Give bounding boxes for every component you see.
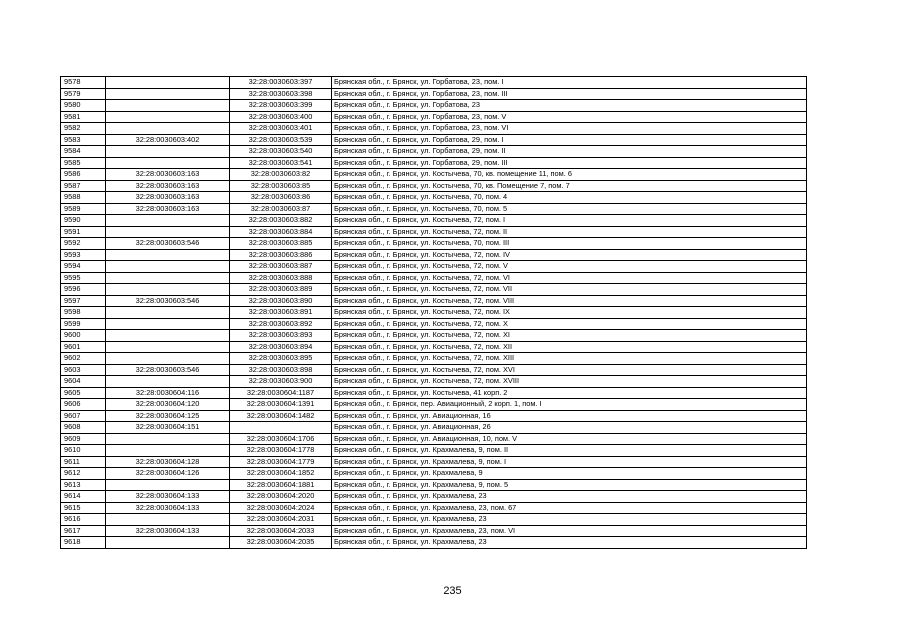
parent-cadastral-number-cell: 32:28:0030604:133 xyxy=(106,525,230,537)
table-row xyxy=(61,123,807,135)
address-cell: Брянская обл., г. Брянск, ул. Авиационная, 26 xyxy=(332,422,807,434)
page-number: 235 xyxy=(443,585,462,597)
row-number-cell: 9580 xyxy=(61,100,106,112)
parent-cadastral-number-cell: 32:28:0030603:546 xyxy=(106,295,230,307)
parent-cadastral-number-cell xyxy=(106,249,230,261)
parent-cadastral-number-cell xyxy=(106,353,230,365)
address-cell: Брянская обл., г. Брянск, ул. Крахмалева, 23, пом. 67 xyxy=(332,502,807,514)
row-number-cell: 9611 xyxy=(61,456,106,468)
address-cell: Брянская обл., г. Брянск, ул. Костычева, 72, пом. I xyxy=(332,215,807,227)
cadastral-number-cell: 32:28:0030603:86 xyxy=(230,192,332,204)
row-number-cell: 9590 xyxy=(61,215,106,227)
parent-cadastral-number-cell xyxy=(106,215,230,227)
row-number-cell: 9598 xyxy=(61,307,106,319)
row-number-cell: 9603 xyxy=(61,364,106,376)
table-row xyxy=(61,249,807,261)
address-cell: Брянская обл., г. Брянск, ул. Горбатова, 23, пом. VI xyxy=(332,123,807,135)
parent-cadastral-number-cell: 32:28:0030604:126 xyxy=(106,468,230,480)
table-row xyxy=(61,410,807,422)
cadastral-number-cell: 32:28:0030603:885 xyxy=(230,238,332,250)
parent-cadastral-number-cell xyxy=(106,376,230,388)
row-number-cell: 9594 xyxy=(61,261,106,273)
address-cell: Брянская обл., г. Брянск, ул. Костычева, 72, пом. X xyxy=(332,318,807,330)
table-row xyxy=(61,445,807,457)
cadastral-number-cell: 32:28:0030603:540 xyxy=(230,146,332,158)
address-cell: Брянская обл., г. Брянск, ул. Костычева, 70, кв. помещение 11, пом. 6 xyxy=(332,169,807,181)
cadastral-number-cell: 32:28:0030604:2031 xyxy=(230,514,332,526)
table-row xyxy=(61,514,807,526)
cadastral-number-cell: 32:28:0030604:1187 xyxy=(230,387,332,399)
address-cell: Брянская обл., г. Брянск, ул. Крахмалева, 9, пом. 5 xyxy=(332,479,807,491)
table-row xyxy=(61,146,807,158)
address-cell: Брянская обл., г. Брянск, ул. Костычева, 72, пом. XIII xyxy=(332,353,807,365)
parent-cadastral-number-cell: 32:28:0030603:163 xyxy=(106,203,230,215)
cadastral-number-cell: 32:28:0030603:893 xyxy=(230,330,332,342)
parent-cadastral-number-cell: 32:28:0030603:163 xyxy=(106,180,230,192)
cadastral-number-cell: 32:28:0030604:1779 xyxy=(230,456,332,468)
table-row xyxy=(61,192,807,204)
row-number-cell: 9613 xyxy=(61,479,106,491)
cadastral-number-cell: 32:28:0030604:2024 xyxy=(230,502,332,514)
cadastral-number-cell: 32:28:0030604:2035 xyxy=(230,537,332,549)
row-number-cell: 9608 xyxy=(61,422,106,434)
cadastral-number-cell xyxy=(230,422,332,434)
row-number-cell: 9617 xyxy=(61,525,106,537)
parent-cadastral-number-cell xyxy=(106,226,230,238)
cadastral-number-cell: 32:28:0030604:1706 xyxy=(230,433,332,445)
row-number-cell: 9600 xyxy=(61,330,106,342)
cadastral-number-cell: 32:28:0030604:1391 xyxy=(230,399,332,411)
address-cell: Брянская обл., г. Брянск, ул. Горбатова, 23, пом. III xyxy=(332,88,807,100)
address-cell: Брянская обл., г. Брянск, ул. Костычева, 72, пом. VII xyxy=(332,284,807,296)
parent-cadastral-number-cell: 32:28:0030604:116 xyxy=(106,387,230,399)
address-cell: Брянская обл., г. Брянск, ул. Костычева, 72, пом. II xyxy=(332,226,807,238)
address-cell: Брянская обл., г. Брянск, ул. Костычева, 70, пом. 5 xyxy=(332,203,807,215)
table-row xyxy=(61,353,807,365)
table-row xyxy=(61,468,807,480)
row-number-cell: 9591 xyxy=(61,226,106,238)
address-cell: Брянская обл., г. Брянск, ул. Крахмалева, 23 xyxy=(332,537,807,549)
cadastral-number-cell: 32:28:0030604:1881 xyxy=(230,479,332,491)
address-cell: Брянская обл., г. Брянск, ул. Крахмалева, 23 xyxy=(332,514,807,526)
table-row xyxy=(61,226,807,238)
address-cell: Брянская обл., г. Брянск, ул. Крахмалева, 23 xyxy=(332,491,807,503)
row-number-cell: 9583 xyxy=(61,134,106,146)
table-row xyxy=(61,307,807,319)
parent-cadastral-number-cell xyxy=(106,157,230,169)
cadastral-number-cell: 32:28:0030603:892 xyxy=(230,318,332,330)
table-row xyxy=(61,284,807,296)
table-row xyxy=(61,341,807,353)
cadastral-number-cell: 32:28:0030603:894 xyxy=(230,341,332,353)
row-number-cell: 9593 xyxy=(61,249,106,261)
address-cell: Брянская обл., г. Брянск, ул. Костычева, 41 корп. 2 xyxy=(332,387,807,399)
parent-cadastral-number-cell xyxy=(106,261,230,273)
row-number-cell: 9610 xyxy=(61,445,106,457)
address-cell: Брянская обл., г. Брянск, ул. Костычева, 70, кв. Помещение 7, пом. 7 xyxy=(332,180,807,192)
parent-cadastral-number-cell xyxy=(106,88,230,100)
row-number-cell: 9607 xyxy=(61,410,106,422)
table-row xyxy=(61,399,807,411)
address-cell: Брянская обл., г. Брянск, ул. Костычева, 72, пом. V xyxy=(332,261,807,273)
table-row xyxy=(61,134,807,146)
parent-cadastral-number-cell xyxy=(106,318,230,330)
row-number-cell: 9584 xyxy=(61,146,106,158)
address-cell: Брянская обл., г. Брянск, ул. Костычева, 72, пом. IX xyxy=(332,307,807,319)
cadastral-number-cell: 32:28:0030603:895 xyxy=(230,353,332,365)
parent-cadastral-number-cell: 32:28:0030604:151 xyxy=(106,422,230,434)
parent-cadastral-number-cell: 32:28:0030603:163 xyxy=(106,169,230,181)
cadastral-number-cell: 32:28:0030603:539 xyxy=(230,134,332,146)
cadastral-number-cell: 32:28:0030603:900 xyxy=(230,376,332,388)
row-number-cell: 9586 xyxy=(61,169,106,181)
parent-cadastral-number-cell xyxy=(106,123,230,135)
cadastral-number-cell: 32:28:0030603:890 xyxy=(230,295,332,307)
parent-cadastral-number-cell: 32:28:0030603:546 xyxy=(106,238,230,250)
parent-cadastral-number-cell: 32:28:0030603:546 xyxy=(106,364,230,376)
cadastral-number-cell: 32:28:0030603:891 xyxy=(230,307,332,319)
parent-cadastral-number-cell xyxy=(106,77,230,89)
cadastral-number-cell: 32:28:0030603:882 xyxy=(230,215,332,227)
address-cell: Брянская обл., г. Брянск, ул. Горбатова, 29, пом. III xyxy=(332,157,807,169)
cadastral-number-cell: 32:28:0030603:889 xyxy=(230,284,332,296)
parent-cadastral-number-cell: 32:28:0030604:120 xyxy=(106,399,230,411)
address-cell: Брянская обл., г. Брянск, ул. Костычева, 72, пом. XI xyxy=(332,330,807,342)
cadastral-number-cell: 32:28:0030604:2020 xyxy=(230,491,332,503)
parent-cadastral-number-cell xyxy=(106,433,230,445)
parent-cadastral-number-cell xyxy=(106,307,230,319)
table-row xyxy=(61,203,807,215)
row-number-cell: 9601 xyxy=(61,341,106,353)
table-row xyxy=(61,318,807,330)
table-row xyxy=(61,77,807,89)
row-number-cell: 9585 xyxy=(61,157,106,169)
address-cell: Брянская обл., г. Брянск, ул. Горбатова, 23, пом. I xyxy=(332,77,807,89)
table-row xyxy=(61,422,807,434)
address-cell: Брянская обл., г. Брянск, ул. Костычева, 72, пом. IV xyxy=(332,249,807,261)
cadastral-number-cell: 32:28:0030603:898 xyxy=(230,364,332,376)
address-cell: Брянская обл., г. Брянск, ул. Горбатова, 23 xyxy=(332,100,807,112)
cadastral-number-cell: 32:28:0030603:400 xyxy=(230,111,332,123)
cadastral-number-cell: 32:28:0030604:1852 xyxy=(230,468,332,480)
table-row xyxy=(61,100,807,112)
address-cell: Брянская обл., г. Брянск, ул. Крахмалева, 9, пом. I xyxy=(332,456,807,468)
parent-cadastral-number-cell xyxy=(106,330,230,342)
parent-cadastral-number-cell: 32:28:0030603:402 xyxy=(106,134,230,146)
address-cell: Брянская обл., г. Брянск, ул. Горбатова, 29, пом. II xyxy=(332,146,807,158)
table-row xyxy=(61,387,807,399)
parent-cadastral-number-cell xyxy=(106,514,230,526)
parent-cadastral-number-cell xyxy=(106,537,230,549)
row-number-cell: 9582 xyxy=(61,123,106,135)
cadastral-number-cell: 32:28:0030603:886 xyxy=(230,249,332,261)
cadastral-number-cell: 32:28:0030603:541 xyxy=(230,157,332,169)
address-cell: Брянская обл., г. Брянск, пер. Авиационный, 2 корп. 1, пом. I xyxy=(332,399,807,411)
parent-cadastral-number-cell xyxy=(106,341,230,353)
parent-cadastral-number-cell: 32:28:0030603:163 xyxy=(106,192,230,204)
table-row xyxy=(61,502,807,514)
row-number-cell: 9588 xyxy=(61,192,106,204)
table-row xyxy=(61,215,807,227)
address-cell: Брянская обл., г. Брянск, ул. Костычева, 72, пом. XII xyxy=(332,341,807,353)
row-number-cell: 9615 xyxy=(61,502,106,514)
address-cell: Брянская обл., г. Брянск, ул. Горбатова, 29, пом. I xyxy=(332,134,807,146)
row-number-cell: 9618 xyxy=(61,537,106,549)
row-number-cell: 9614 xyxy=(61,491,106,503)
table-row xyxy=(61,330,807,342)
table-row xyxy=(61,295,807,307)
table-row xyxy=(61,169,807,181)
table-row xyxy=(61,238,807,250)
address-cell: Брянская обл., г. Брянск, ул. Крахмалева, 9, пом. II xyxy=(332,445,807,457)
row-number-cell: 9589 xyxy=(61,203,106,215)
cadastral-number-cell: 32:28:0030603:884 xyxy=(230,226,332,238)
cadastral-number-cell: 32:28:0030603:87 xyxy=(230,203,332,215)
registry-table-body xyxy=(61,77,807,549)
parent-cadastral-number-cell: 32:28:0030604:128 xyxy=(106,456,230,468)
row-number-cell: 9595 xyxy=(61,272,106,284)
cadastral-number-cell: 32:28:0030603:82 xyxy=(230,169,332,181)
table-row xyxy=(61,456,807,468)
registry-table xyxy=(60,76,807,549)
parent-cadastral-number-cell xyxy=(106,272,230,284)
address-cell: Брянская обл., г. Брянск, ул. Костычева, 70, пом. III xyxy=(332,238,807,250)
parent-cadastral-number-cell: 32:28:0030604:133 xyxy=(106,491,230,503)
table-row xyxy=(61,376,807,388)
parent-cadastral-number-cell xyxy=(106,479,230,491)
row-number-cell: 9578 xyxy=(61,77,106,89)
address-cell: Брянская обл., г. Брянск, ул. Костычева, 72, пом. VI xyxy=(332,272,807,284)
table-row xyxy=(61,491,807,503)
table-row xyxy=(61,111,807,123)
address-cell: Брянская обл., г. Брянск, ул. Костычева, 70, пом. 4 xyxy=(332,192,807,204)
cadastral-number-cell: 32:28:0030603:887 xyxy=(230,261,332,273)
cadastral-number-cell: 32:28:0030604:2033 xyxy=(230,525,332,537)
table-row xyxy=(61,88,807,100)
parent-cadastral-number-cell xyxy=(106,284,230,296)
row-number-cell: 9592 xyxy=(61,238,106,250)
address-cell: Брянская обл., г. Брянск, ул. Костычева, 72, пом. VIII xyxy=(332,295,807,307)
cadastral-number-cell: 32:28:0030603:401 xyxy=(230,123,332,135)
cadastral-number-cell: 32:28:0030603:397 xyxy=(230,77,332,89)
table-row xyxy=(61,433,807,445)
row-number-cell: 9609 xyxy=(61,433,106,445)
parent-cadastral-number-cell: 32:28:0030604:133 xyxy=(106,502,230,514)
cadastral-number-cell: 32:28:0030604:1778 xyxy=(230,445,332,457)
parent-cadastral-number-cell xyxy=(106,100,230,112)
address-cell: Брянская обл., г. Брянск, ул. Крахмалева, 9 xyxy=(332,468,807,480)
row-number-cell: 9604 xyxy=(61,376,106,388)
row-number-cell: 9616 xyxy=(61,514,106,526)
address-cell: Брянская обл., г. Брянск, ул. Авиационная, 10, пом. V xyxy=(332,433,807,445)
parent-cadastral-number-cell xyxy=(106,445,230,457)
row-number-cell: 9579 xyxy=(61,88,106,100)
parent-cadastral-number-cell xyxy=(106,111,230,123)
row-number-cell: 9581 xyxy=(61,111,106,123)
cadastral-number-cell: 32:28:0030604:1482 xyxy=(230,410,332,422)
address-cell: Брянская обл., г. Брянск, ул. Горбатова, 23, пом. V xyxy=(332,111,807,123)
table-row xyxy=(61,272,807,284)
row-number-cell: 9605 xyxy=(61,387,106,399)
address-cell: Брянская обл., г. Брянск, ул. Костычева, 72, пом. XVI xyxy=(332,364,807,376)
table-row xyxy=(61,157,807,169)
table-row xyxy=(61,525,807,537)
parent-cadastral-number-cell xyxy=(106,146,230,158)
cadastral-number-cell: 32:28:0030603:398 xyxy=(230,88,332,100)
address-cell: Брянская обл., г. Брянск, ул. Крахмалева, 23, пом. VI xyxy=(332,525,807,537)
table-row xyxy=(61,479,807,491)
cadastral-number-cell: 32:28:0030603:399 xyxy=(230,100,332,112)
row-number-cell: 9612 xyxy=(61,468,106,480)
table-row xyxy=(61,261,807,273)
row-number-cell: 9596 xyxy=(61,284,106,296)
row-number-cell: 9597 xyxy=(61,295,106,307)
row-number-cell: 9599 xyxy=(61,318,106,330)
row-number-cell: 9602 xyxy=(61,353,106,365)
table-row xyxy=(61,537,807,549)
table-row xyxy=(61,364,807,376)
row-number-cell: 9587 xyxy=(61,180,106,192)
address-cell: Брянская обл., г. Брянск, ул. Авиационная, 16 xyxy=(332,410,807,422)
cadastral-number-cell: 32:28:0030603:85 xyxy=(230,180,332,192)
cadastral-number-cell: 32:28:0030603:888 xyxy=(230,272,332,284)
row-number-cell: 9606 xyxy=(61,399,106,411)
parent-cadastral-number-cell: 32:28:0030604:125 xyxy=(106,410,230,422)
address-cell: Брянская обл., г. Брянск, ул. Костычева, 72, пом. XVIII xyxy=(332,376,807,388)
table-row xyxy=(61,180,807,192)
